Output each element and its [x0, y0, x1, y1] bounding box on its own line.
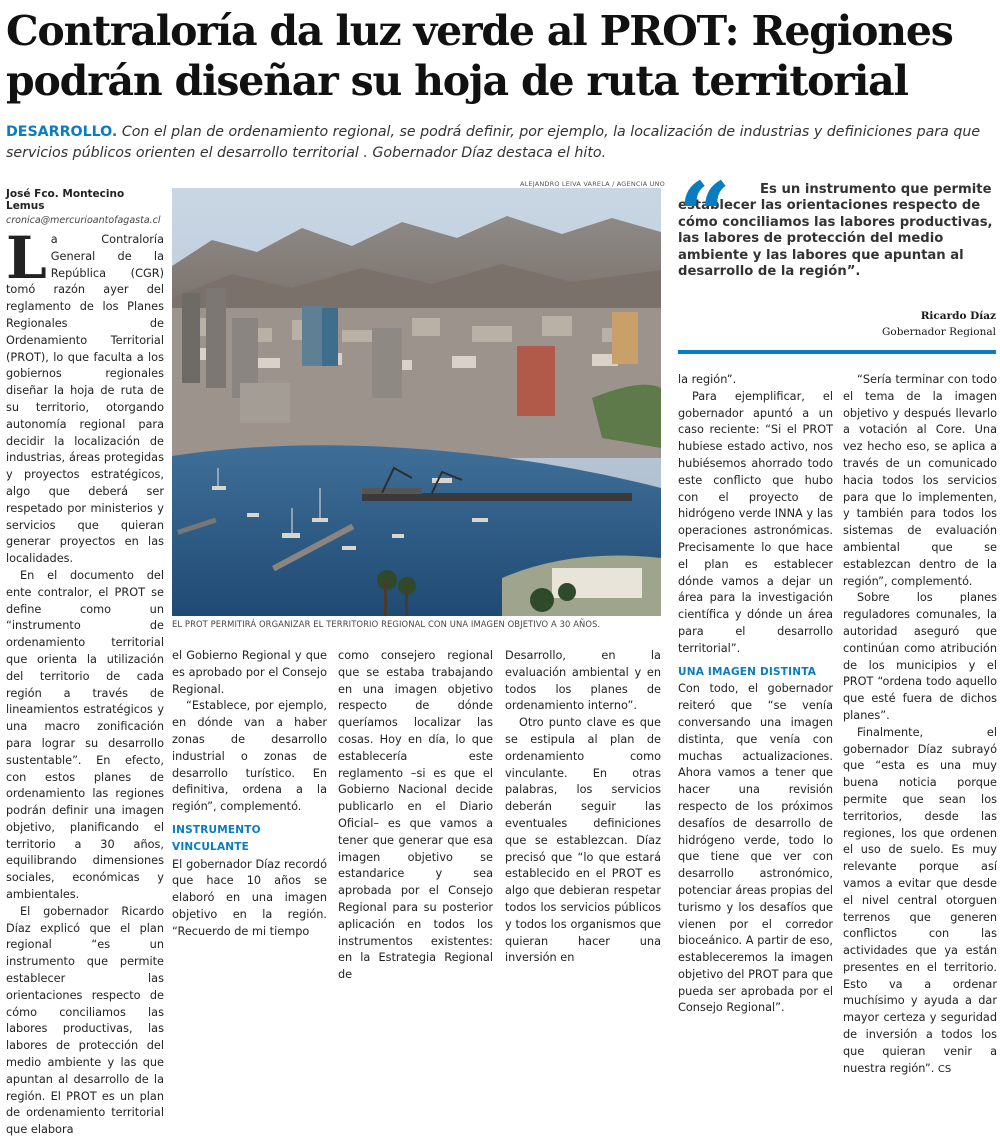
paragraph [843, 725, 997, 1079]
quote-author-name: Ricardo Díaz [920, 310, 996, 322]
headline: Contraloría da luz verde al PROT: Regiones podrán diseñar su hoja de ruta territorial [6, 7, 953, 105]
end-mark: CS [937, 1063, 952, 1075]
paragraph: En el documento del ente contralor, el PROT se define como un “instrumento de ordenamiento territorial que orienta la utilización del territorio de cada región a través de lineamientos estratégicos y una macro zonificación para lograr su desarrollo sustentable”. En efecto, con estos planes de ordenamiento las regiones podrán definir una imagen objetivo, planificando el territorio a 30 años, equilibrando dimensiones sociales, económicas y ambientales. [6, 568, 164, 902]
article-column-2 [172, 648, 327, 941]
pull-quote [678, 162, 996, 362]
paragraph: Desarrollo, en la evaluación ambiental y en todos los planes de ordenamiento interno”. [505, 649, 661, 713]
article-column-1 [6, 224, 164, 1139]
author-email[interactable]: cronica@mercurioantofagasta.cl [6, 215, 161, 226]
paragraph: el Gobierno Regional y que es aprobado por el Consejo Regional. [172, 649, 327, 696]
paragraph: Sobre los planes reguladores comunales, la autoridad aseguró que continúan como atribución de los municipios y el PROT “ordena todo aquello que esté fuera de dichos planes”. [843, 591, 997, 722]
paragraph: El gobernador Díaz recordó que hace 10 años se elaboró en una imagen objetivo en la región. “Recuerdo de mi tiempo [172, 857, 327, 938]
paragraph: El gobernador Ricardo Díaz explicó que el plan regional “es un instrumento que permite establecer las orientaciones respecto de cómo conciliamos las labores productivas, las labores de protección del medio ambiente y las que apuntan al desarrollo de la región. El PROT es un plan de ordenamiento territorial que elabora [6, 904, 164, 1137]
article-column-4 [505, 648, 661, 967]
paragraph-text: Finalmente, el gobernador Díaz subrayó que “esta es una muy buena noticia porque permite que sean los territorios, desde las regiones, los que ordenen el uso de suelo. Es muy relevante porque así vamos a evitar que desde el nivel central otorguen terrenos que generen conflictos con las actividades que ya están presentes en el territorio. Esto va a ordenar muchísimo y ayuda a dar mayor certeza y seguridad de inversión a todos los que quieran venir a nuestra región”. [843, 725, 997, 1075]
photo-caption: EL PROT PERMITIRÁ ORGANIZAR EL TERRITORIO REGIONAL CON UNA IMAGEN OBJETIVO A 30 AÑOS. [172, 619, 601, 629]
pull-quote-text: Es un instrumento que permite establecer las orientaciones respecto de cómo conciliamos las labores productivas, las labores de protección del medio ambiente y las labores que apuntan al desarrollo de la región”. [678, 182, 993, 280]
quote-author-role: Gobernador Regional [882, 326, 996, 338]
article-column-3 [338, 648, 493, 984]
photo-credit: ALEJANDRO LEIVA VARELA / AGENCIA UNO [519, 180, 665, 188]
byline [6, 188, 166, 226]
subheading-una-imagen-distinta: UNA IMAGEN DISTINTA [678, 665, 817, 678]
article-column-6 [843, 372, 997, 1078]
lead-text: Con el plan de ordenamiento regional, se podrá definir, por ejemplo, la localización de industrias y definiciones para que servicios públicos orienten el desarrollo territorial . Gobernador Díaz destaca el hito. [6, 124, 981, 161]
pull-quote-attribution [882, 310, 996, 338]
city-harbor-photo [172, 188, 661, 616]
author-name: José Fco. Montecino Lemus [6, 188, 125, 212]
section-kicker: DESARROLLO. [6, 124, 118, 140]
paragraph: “Sería terminar con todo el tema de la imagen objetivo y después llevarlo a votación al Core. Una vez hecho eso, se aplica a través de un comunicado hacia todos los servicios para que lo implementen, y también para todos los sistemas de evaluación ambiental que se establezcan dentro de la región”, complementó. [843, 373, 997, 588]
quote-marks-icon: “ [678, 162, 731, 270]
quote-divider [678, 350, 996, 354]
paragraph: la región”. [678, 373, 737, 386]
subheading-instrumento-vinculante: INSTRUMENTO VINCULANTE [172, 823, 261, 853]
paragraph: a Contraloría General de la República (CGR) tomó razón ayer del reglamento de los Planes Regionales de Ordenamiento Territorial (PROT), lo que faculta a los gobiernos regionales diseñar la hoja de ruta de su territorio, otorgando autonomía regional para decidir la localización de industrias, áreas protegidas y proyectos estratégicos, algo que deberá ser respetado por ministerios y servicios que quieran generar proyectos en las localidades. [6, 233, 164, 566]
paragraph: “Establece, por ejemplo, en dónde van a haber zonas de desarrollo industrial o zonas de desarrollo turístico. En definitiva, ordena a la región”, complementó. [172, 699, 327, 814]
paragraph: Otro punto clave es que se estipula al plan de ordenamiento como vinculante. En otras palabras, los servicios deberán seguir las eventuales definiciones que se establezcan. Díaz precisó que “lo que estará establecido en el PROT es algo que debieran respetar todos los servicios públicos y todos los organismos que quieran hacer una inversión en [505, 716, 661, 965]
article-column-5 [678, 372, 833, 1017]
lead-paragraph [6, 122, 996, 164]
dropcap: L [6, 224, 47, 292]
paragraph: Para ejemplificar, el gobernador apuntó a un caso reciente: “Si el PROT hubiese estado activo, nos hubiésemos ahorrado todo este conflicto que hubo con el proyecto de hidrógeno verde INNA y las operaciones astronómicas. Precisamente lo que hace el plan es establecer dónde vamos a dejar un área para la investigación científica y dónde un área para el desarrollo territorial”. [678, 389, 833, 655]
paragraph: como consejero regional que se estaba trabajando en una imagen objetivo respecto de dónde queríamos localizar las cosas. Hoy en día, lo que establecería este reglamento –si es que el Gobierno Nacional decide publicarlo en el Diario Oficial– es que vamos a tener que generar que esa imagen objetivo se estandarice y sea aprobada por el Consejo Regional para su posterior aplicación en todos los instrumentos existentes: en la Estrategia Regional de [338, 649, 493, 982]
paragraph: Con todo, el gobernador reiteró que “se venía conversando una imagen distinta, que venía con muchas actualizaciones. Ahora vamos a tener que hacer una revisión respecto de los próximos desafíos de desarrollo de hidrógeno verde, todo lo que tiene que ver con desarrollo astronómico, potenciar áreas propias del turismo y los desafíos que vienen por el corredor bioceánico. A partir de eso, estableceremos la imagen objetivo del PROT para que pueda ser aprobada por el Consejo Regional”. [678, 682, 833, 1015]
